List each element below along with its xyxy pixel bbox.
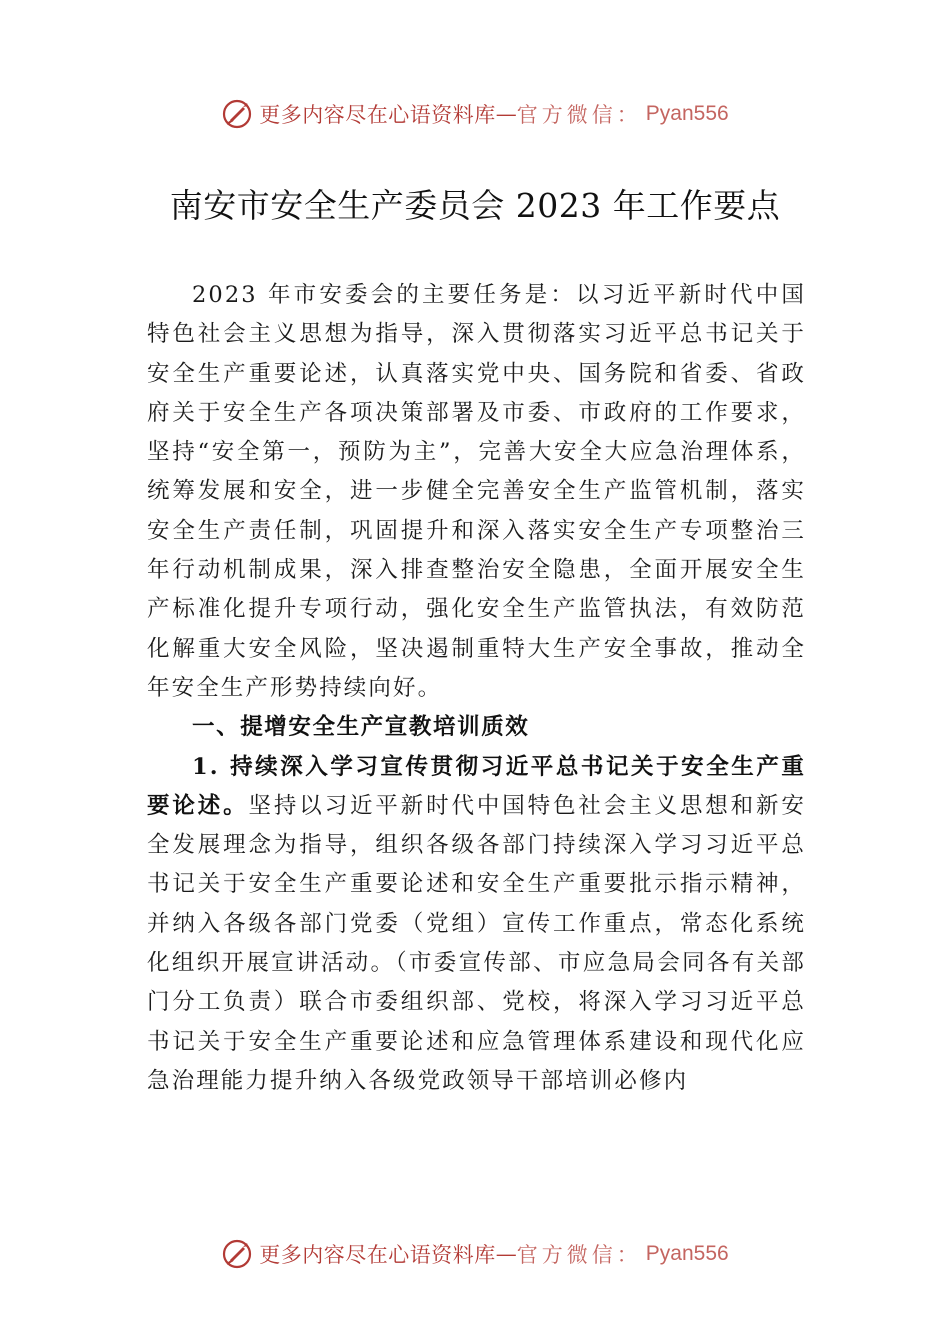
quill-pen-logo-icon (221, 98, 253, 130)
quill-pen-logo-icon (221, 1238, 253, 1270)
section-heading: 一、提增安全生产宣教培训质效 (192, 714, 530, 741)
watermark-label: 官方微信： (516, 103, 642, 127)
item-body: 坚持以习近平新时代中国特色社会主义思想和新安全发展理念为指导，组织各级各部门持续深入学习习近平总书记关于安全生产重要论述和安全生产重要批示指示精神，并纳入各级各部门党委（党组）宣传工作重点，常态化系统化组织开展宣讲活动。（市委宣传部、市应急局会同各有关部门分工负责）联合市委组织部、党校，将深入学习习近平总书记关于安全生产重要论述和应急管理体系建设和现代化应急治理能力提升纳入各级党政领导干部培训必修内 (147, 792, 807, 1094)
item-paragraph (147, 748, 806, 1102)
watermark-dash: — (495, 1242, 517, 1266)
watermark-text: 更多内容尽在心语资料库 (259, 1243, 496, 1267)
watermark-label: 官方微信： (516, 1243, 642, 1267)
document-body (147, 276, 806, 1101)
item-lead: 1. 持续深入学习宣传贯彻习近平总书记关于安全生产重要论述。 (147, 753, 806, 819)
intro-paragraph: 2023 年市安委会的主要任务是：以习近平新时代中国特色社会主义思想为指导，深入贯彻落实习近平总书记关于安全生产重要论述，认真落实党中央、国务院和省委、省政府关于安全生产各项决策部署及市委、市政府的工作要求，坚持“安全第一，预防为主”，完善大安全大应急治理体系，统筹发展和安全，进一步健全完善安全生产监管机制，落实安全生产责任制，巩固提升和深入落实安全生产专项整治三年行动机制成果，深入排查整治安全隐患，全面开展安全生产标准化提升专项行动，强化安全生产监管执法，有效防范化解重大安全风险，坚决遏制重特大生产安全事故，推动全年安全生产形势持续向好。 (147, 282, 806, 701)
watermark-wechat-id: Pyan556 (645, 1242, 729, 1265)
footer-watermark (0, 1234, 950, 1274)
watermark-wechat-id: Pyan556 (645, 102, 729, 125)
watermark-text: 更多内容尽在心语资料库 (259, 103, 496, 127)
watermark-dash: — (495, 102, 517, 126)
document-title: 南安市安全生产委员会 2023 年工作要点 (169, 186, 781, 225)
header-watermark (0, 94, 950, 134)
